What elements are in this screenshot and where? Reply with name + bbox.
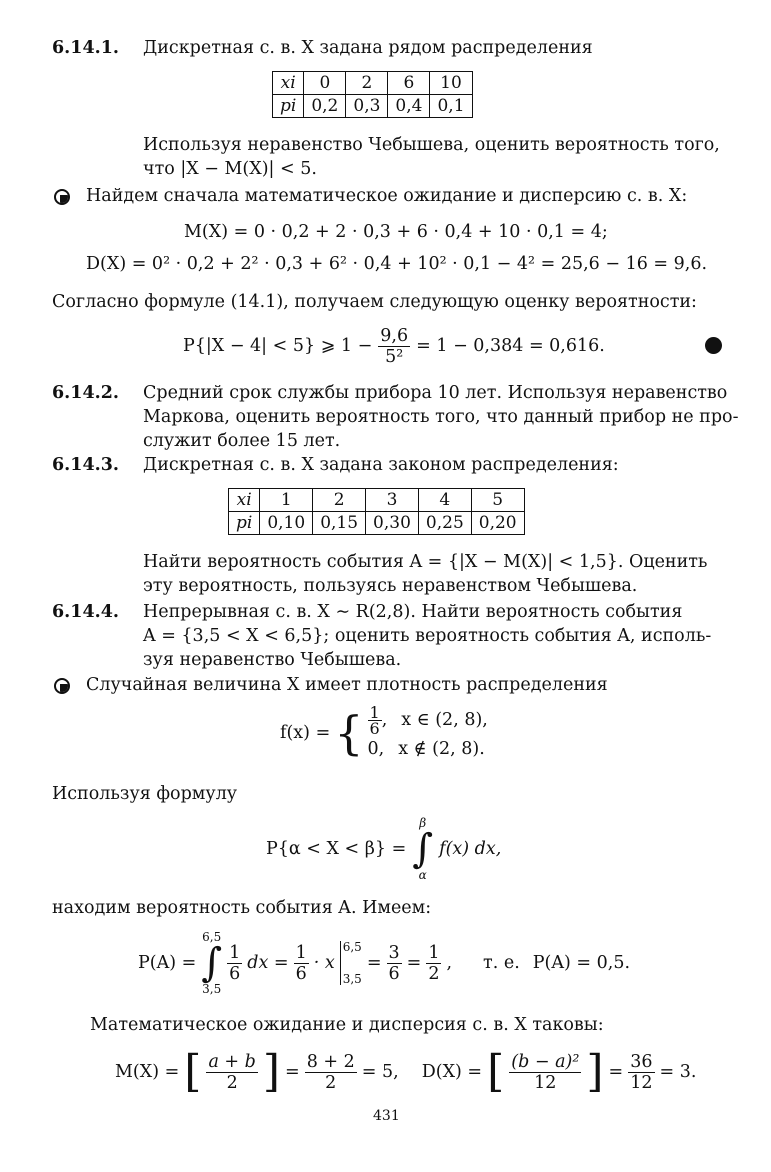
problem-text: служит более 15 лет. bbox=[143, 431, 341, 451]
denominator: 6 bbox=[295, 963, 307, 984]
problem-number: 6.14.4. bbox=[52, 602, 119, 622]
numerator: (b − a)² bbox=[511, 1051, 580, 1072]
fraction bbox=[378, 326, 410, 367]
fraction bbox=[387, 943, 402, 984]
table-cell: 0,25 bbox=[418, 512, 471, 535]
solution-text: Используя формулу bbox=[52, 784, 238, 804]
table-header-cell: 4 bbox=[418, 489, 471, 512]
formula-part: = bbox=[285, 1062, 300, 1082]
solution-text: Согласно формуле (14.1), получаем следующую оценку вероятности: bbox=[52, 292, 697, 312]
numerator: 8 + 2 bbox=[306, 1051, 355, 1072]
numerator: 1 bbox=[295, 942, 307, 963]
bracket-symbol: ] bbox=[262, 1046, 281, 1097]
fraction bbox=[509, 1052, 581, 1093]
problem-text: Маркова, оценить вероятность того, что данный прибор не про- bbox=[143, 407, 739, 427]
table-header-cell: 1 bbox=[260, 489, 313, 512]
denominator: 5² bbox=[378, 346, 410, 367]
formula-expectation: M(X) = 0 · 0,2 + 2 · 0,3 + 6 · 0,4 + 10 · 0,1 = 4; bbox=[184, 222, 608, 242]
formula-part: = bbox=[366, 953, 382, 973]
distribution-table-2 bbox=[228, 488, 525, 535]
table-header-cell: 0 bbox=[304, 72, 346, 95]
bracket-symbol: ] bbox=[586, 1046, 604, 1097]
integral-lower-limit: α bbox=[418, 868, 427, 882]
cases bbox=[368, 704, 488, 762]
bracket-symbol: [ bbox=[184, 1046, 202, 1097]
formula-moments bbox=[115, 1044, 696, 1100]
formula-probability-a bbox=[138, 928, 630, 998]
formula-part: x ∈ (2, 8), bbox=[401, 710, 488, 730]
formula-part: = 1 − 0,384 = 0,616. bbox=[416, 336, 605, 356]
table-header-cell: 5 bbox=[471, 489, 524, 512]
bracket-symbol: [ bbox=[487, 1046, 505, 1097]
formula-part: x ∉ (2, 8). bbox=[398, 739, 485, 759]
table-cell: 0,30 bbox=[366, 512, 419, 535]
integral-sign: ∫ bbox=[201, 940, 223, 986]
formula-part: f(x) = bbox=[280, 723, 331, 743]
case-row bbox=[368, 704, 488, 736]
table-header-cell: xi bbox=[229, 489, 260, 512]
formula-part: P{α < X < β} = bbox=[266, 839, 407, 859]
formula-part: т. е. bbox=[483, 953, 520, 973]
problem-number: 6.14.3. bbox=[52, 455, 119, 475]
eval-lower-limit: 3,5 bbox=[342, 972, 362, 986]
numerator: a + b bbox=[208, 1051, 256, 1072]
formula-probability bbox=[266, 814, 501, 884]
fraction bbox=[305, 1052, 357, 1093]
solution-start-icon bbox=[54, 678, 70, 694]
formula-part: · x bbox=[313, 953, 335, 973]
case-row bbox=[368, 736, 488, 762]
table-header-cell: 2 bbox=[313, 489, 366, 512]
formula-part: dx = bbox=[247, 953, 289, 973]
denominator: 6 bbox=[369, 718, 380, 738]
formula-part: P{|X − 4| < 5} ⩾ 1 − bbox=[183, 336, 373, 356]
table-header-cell: 6 bbox=[388, 72, 430, 95]
denominator: 6 bbox=[388, 963, 400, 984]
formula-part: 0, bbox=[367, 739, 385, 759]
solution-text: Математическое ожидание и дисперсия с. в. X таковы: bbox=[90, 1015, 604, 1035]
table-cell: 0,4 bbox=[388, 95, 430, 118]
problem-text: зуя неравенство Чебышева. bbox=[143, 650, 402, 670]
integral-upper-limit: 6,5 bbox=[202, 930, 222, 944]
table-cell: 0,1 bbox=[430, 95, 472, 118]
denominator: 2 bbox=[428, 963, 440, 984]
table-cell: 0,10 bbox=[260, 512, 313, 535]
fraction bbox=[227, 943, 242, 984]
formula-part: f(x) dx, bbox=[439, 839, 502, 859]
solution-text: Найдем сначала математическое ожидание и дисперсию с. в. X: bbox=[86, 186, 688, 206]
denominator: 12 bbox=[509, 1072, 581, 1093]
problem-text: Непрерывная с. в. X ∼ R(2,8). Найти вероятность события bbox=[143, 602, 683, 622]
problem-question: Используя неравенство Чебышева, оценить вероятность того, bbox=[143, 135, 720, 155]
table-header-cell: xi bbox=[273, 72, 304, 95]
fraction bbox=[294, 943, 309, 984]
formula-density bbox=[280, 703, 488, 763]
table-header-cell: 2 bbox=[346, 72, 388, 95]
integral bbox=[201, 931, 222, 995]
eval-upper-limit: 6,5 bbox=[342, 940, 362, 954]
numerator: 3 bbox=[388, 942, 400, 963]
solution-start-icon bbox=[54, 189, 70, 205]
solution-text: Случайная величина X имеет плотность распределения bbox=[86, 675, 608, 695]
solution-text: находим вероятность события A. Имеем: bbox=[52, 898, 432, 918]
brace-symbol: { bbox=[334, 706, 364, 760]
formula-part: P(A) = 0,5. bbox=[532, 953, 631, 973]
problem-question: Найти вероятность события A = {|X − M(X)| < 1,5}. Оценить bbox=[143, 552, 708, 572]
problem-text: Средний срок службы прибора 10 лет. Используя неравенство bbox=[143, 383, 728, 403]
problem-question: что |X − M(X)| < 5. bbox=[143, 159, 317, 179]
table-cell: 0,3 bbox=[346, 95, 388, 118]
page-number: 431 bbox=[373, 1108, 400, 1124]
integral-sign: ∫ bbox=[412, 826, 434, 872]
table-cell: 0,2 bbox=[304, 95, 346, 118]
fraction bbox=[368, 702, 382, 738]
numerator: 1 bbox=[369, 702, 380, 722]
numerator: 1 bbox=[428, 942, 440, 963]
formula-part: = bbox=[608, 1062, 624, 1082]
problem-number: 6.14.2. bbox=[52, 383, 119, 403]
table-header-cell: 10 bbox=[430, 72, 472, 95]
formula-part: = 5, bbox=[361, 1062, 399, 1082]
evaluation-bar bbox=[340, 941, 362, 985]
integral-upper-limit: β bbox=[419, 816, 427, 830]
numerator: 1 bbox=[229, 942, 241, 963]
denominator: 6 bbox=[229, 963, 241, 984]
denominator: 2 bbox=[206, 1072, 257, 1093]
problem-text: Дискретная с. в. X задана законом распределения: bbox=[143, 455, 619, 475]
numerator: 36 bbox=[630, 1051, 653, 1072]
fraction bbox=[426, 943, 441, 984]
integral bbox=[412, 817, 433, 881]
fraction bbox=[628, 1052, 654, 1093]
integral-lower-limit: 3,5 bbox=[202, 982, 222, 996]
formula-variance: D(X) = 0² · 0,2 + 2² · 0,3 + 6² · 0,4 + 10² · 0,1 − 4² = 25,6 − 16 = 9,6. bbox=[86, 254, 708, 274]
fraction bbox=[206, 1052, 257, 1093]
formula-part: P(A) = bbox=[138, 953, 197, 973]
problem-question: эту вероятность, пользуясь неравенством Чебышева. bbox=[143, 576, 638, 596]
formula-estimate bbox=[183, 326, 605, 366]
numerator: 9,6 bbox=[380, 325, 409, 346]
table-cell: 0,20 bbox=[471, 512, 524, 535]
formula-part: , bbox=[446, 953, 453, 973]
problem-text: Дискретная с. в. X задана рядом распределения bbox=[143, 38, 593, 58]
table-cell: pi bbox=[229, 512, 260, 535]
formula-part: = bbox=[406, 953, 422, 973]
denominator: 12 bbox=[630, 1072, 653, 1093]
solution-end-icon bbox=[705, 337, 722, 354]
distribution-table-1 bbox=[272, 71, 473, 118]
formula-part: M(X) = bbox=[115, 1062, 180, 1082]
problem-text: A = {3,5 < X < 6,5}; оценить вероятность события A, исполь- bbox=[143, 626, 712, 646]
formula-part: D(X) = bbox=[421, 1062, 483, 1082]
denominator: 2 bbox=[305, 1072, 357, 1093]
formula-part: , bbox=[381, 710, 388, 730]
problem-number: 6.14.1. bbox=[52, 38, 119, 58]
formula-part: = 3. bbox=[659, 1062, 697, 1082]
table-cell: 0,15 bbox=[313, 512, 366, 535]
table-header-cell: 3 bbox=[366, 489, 419, 512]
table-cell: pi bbox=[273, 95, 304, 118]
